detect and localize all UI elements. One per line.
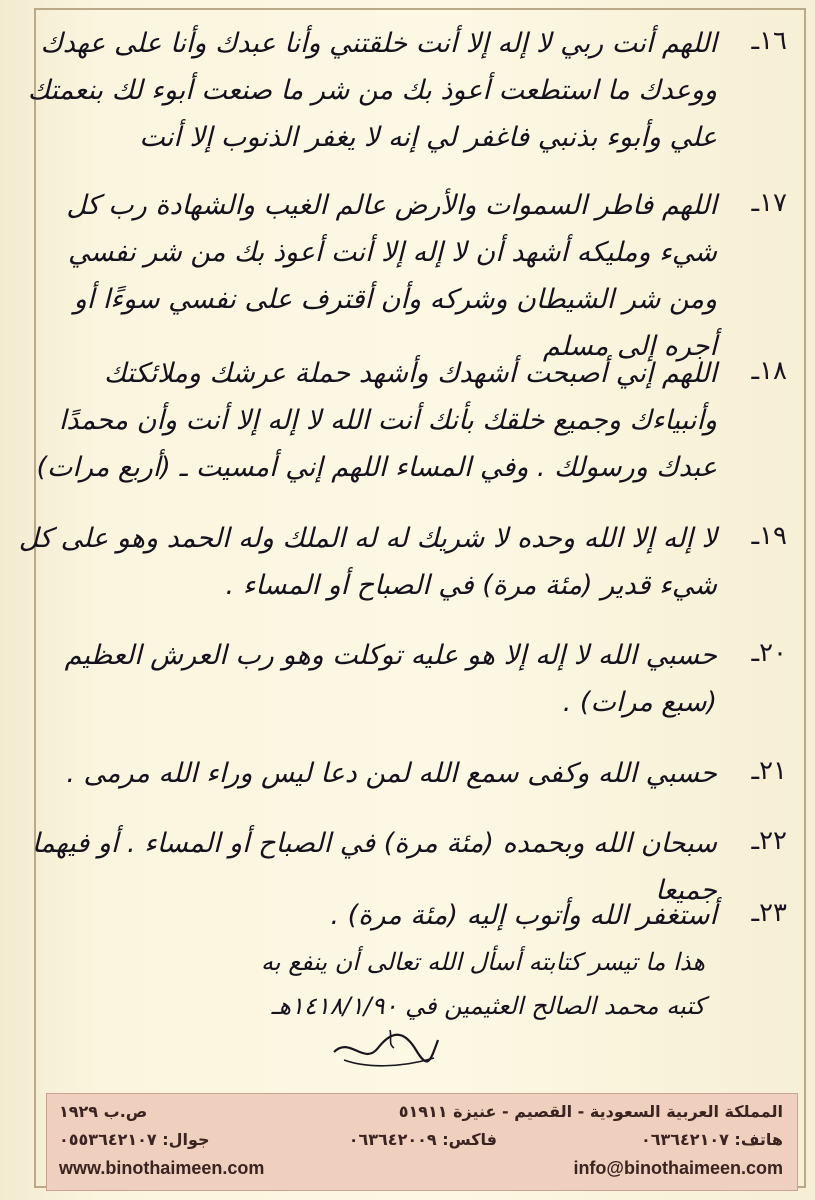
item-text: حسبي الله وكفى سمع الله لمن دعا ليس وراء الله مرمى . <box>66 758 717 789</box>
item-number: ١٩ـ <box>751 521 787 551</box>
footer-fax: فاكس: ٠٦٣٦٤٢٠٠٩ <box>348 1130 497 1149</box>
item-number: ٢٣ـ <box>751 898 787 928</box>
item-text: سبحان الله وبحمده (مئة مرة) في الصباح أو المساء . أو فيهما جميعا <box>31 828 717 906</box>
item-number: ٢٠ـ <box>751 638 787 668</box>
item-number: ١٧ـ <box>751 188 787 218</box>
item-text: أستغفر الله وأتوب إليه (مئة مرة) . <box>330 900 717 931</box>
dua-item-20 <box>17 632 795 742</box>
item-number: ١٦ـ <box>751 26 787 56</box>
closing-line-2: كتبه محمد الصالح العثيمين في ١٤١٨/١/٩٠هـ <box>271 992 705 1020</box>
closing-line-1: هذا ما تيسر كتابته أسأل الله تعالى أن ينفع به <box>261 948 705 976</box>
dua-item-17 <box>17 182 795 362</box>
item-number: ٢٢ـ <box>751 826 787 856</box>
footer-address: المملكة العربية السعودية - القصيم - عنيزة ٥١٩١١ <box>398 1102 783 1121</box>
dua-item-18 <box>17 350 795 483</box>
item-text: لا إله إلا الله وحده لا شريك له له الملك وله الحمد وهو على كل شيء قدير (مئة مرة) في الصباح أو المساء . <box>18 523 717 601</box>
footer-website[interactable]: www.binothaimeen.com <box>59 1158 265 1178</box>
closing-note <box>105 940 705 1028</box>
handwritten-signature <box>330 1022 440 1072</box>
item-text: حسبي الله لا إله إلا هو عليه توكلت وهو رب العرش العظيم (سبع مرات) . <box>64 640 717 718</box>
footer-po-box: ص.ب ١٩٢٩ <box>59 1102 148 1121</box>
footer-email[interactable]: info@binothaimeen.com <box>573 1158 783 1178</box>
letterhead-footer <box>46 1093 798 1191</box>
item-text: اللهم إني أصبحت أشهدك وأشهد حملة عرشك وملائكتك وأنبياءك وجميع خلقك بأنك أنت الله لا إله إلا أنت وأن محمدًا عبدك ورسولك . وفي المساء اللهم إني أمسيت ـ (أربع مرات) <box>36 358 717 483</box>
footer-mobile: جوال: ٠٥٥٣٦٤٢١٠٧ <box>59 1130 210 1149</box>
footer-phone: هاتف: ٠٦٣٦٤٢١٠٧ <box>640 1130 783 1149</box>
item-text: اللهم أنت ربي لا إله إلا أنت خلقتني وأنا عبدك وأنا على عهدك ووعدك ما استطعت أعوذ بك من شر ما صنعت أبوء لك بنعمتك علي وأبوء بذنبي فاغفر لي إنه لا يغفر الذنوب إلا أنت <box>27 28 717 153</box>
item-number: ١٨ـ <box>751 356 787 386</box>
item-text: اللهم فاطر السموات والأرض عالم الغيب والشهادة رب كل شيء ومليكه أشهد أن لا إله إلا أنت أعوذ بك من شر نفسي ومن شر الشيطان وشركه وأن أقترف على نفسي سوءًا أو أجره إلى مسلم <box>66 190 717 362</box>
dua-item-19 <box>17 515 795 625</box>
dua-item-16 <box>17 20 795 153</box>
item-number: ٢١ـ <box>751 756 787 786</box>
